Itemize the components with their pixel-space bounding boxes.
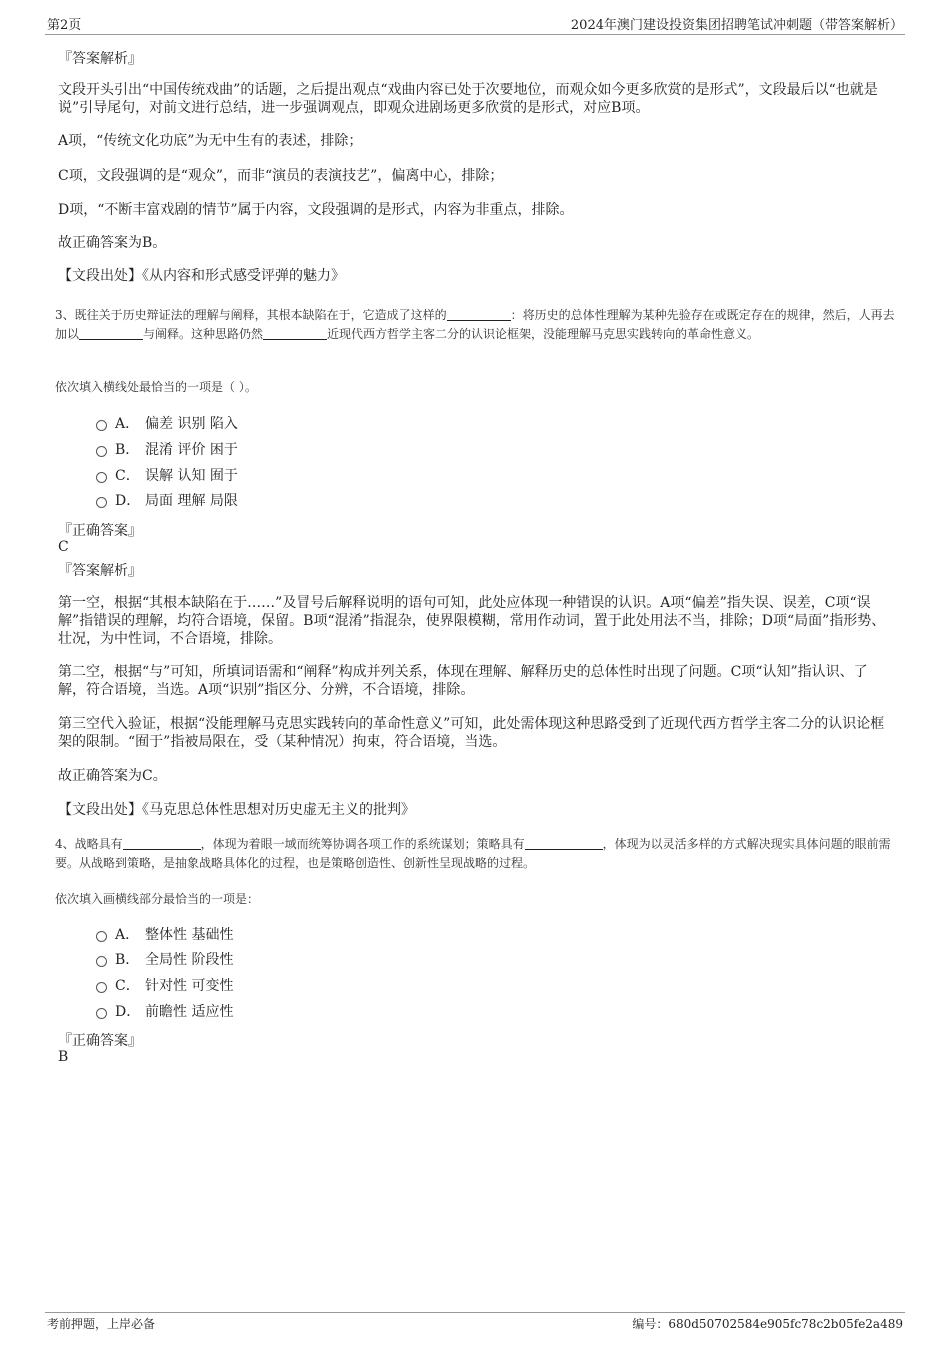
option-c[interactable]: C． 误解 认知 囿于	[96, 466, 238, 486]
page-number: 第2页	[47, 18, 82, 33]
analysis-label: 『答案解析』	[58, 563, 142, 579]
option-a[interactable]: A． 偏差 识别 陷入	[96, 414, 238, 434]
source-citation: 【文段出处】《从内容和形式感受评弹的魅力》	[58, 268, 345, 284]
analysis-paragraph: D项，“不断丰富戏剧的情节”属于内容，文段强调的是形式，内容为非重点，排除。	[58, 202, 574, 218]
option-b[interactable]: B． 混淆 评价 困于	[96, 440, 238, 460]
footer-slogan: 考前押题，上岸必备	[47, 1317, 156, 1331]
radio-icon[interactable]	[96, 956, 107, 967]
radio-icon[interactable]	[96, 420, 107, 431]
correct-answer-label: 『正确答案』	[58, 523, 142, 539]
answer-conclusion: 故正确答案为C。	[58, 768, 167, 784]
answer-blank	[447, 308, 511, 321]
question-prompt: 依次填入横线处最恰当的一项是（ ）。	[55, 380, 257, 394]
option-c[interactable]: C． 针对性 可变性	[96, 976, 233, 996]
question-stem: 3、既往关于历史辩证法的理解与阐释，其根本缺陷在于，它造成了这样的 ：将历史的总体性理解为某种先验存在或既定存在的规律，然后，人再去加以 与阐释。这种思路仍然 近现代西方哲学主客二分的认识论框架，没能理解马克思实践转向的革命性意义。	[55, 308, 895, 341]
option-d[interactable]: D． 局面 理解 局限	[96, 491, 238, 511]
option-a[interactable]: A． 整体性 基础性	[96, 925, 233, 945]
answer-blank	[123, 837, 201, 850]
analysis-paragraph: 第二空，根据“与”可知，所填词语需和“阐释”构成并列关系，体现在理解、解释历史的总体性时出现了问题。C项“认知”指认识、了解，符合语境，当选。A项“识别”指区分、分辨，不合语境，排除。	[58, 664, 868, 698]
analysis-paragraph: A项，“传统文化功底”为无中生有的表述，排除；	[58, 133, 363, 149]
answer-blank	[525, 837, 603, 850]
radio-icon[interactable]	[96, 931, 107, 942]
correct-answer: B	[58, 1049, 69, 1065]
correct-answer: C	[58, 539, 69, 555]
option-d[interactable]: D． 前瞻性 适应性	[96, 1002, 233, 1022]
question-prompt: 依次填入画横线部分最恰当的一项是：	[55, 892, 260, 906]
page-header	[45, 14, 905, 35]
question-stem: 4、战略具有 ，体现为着眼一域而统筹协调各项工作的系统谋划；策略具有 ，体现为以灵活多样的方式解决现实具体问题的眼前需要。从战略到策略，是抽象战略具体化的过程，也是策略创造性、创新性呈现战略的过程。	[55, 837, 891, 870]
page-footer	[45, 1312, 905, 1331]
document-id: 编号：680d50702584e905fc78c2b05fe2a489	[632, 1317, 903, 1331]
analysis-paragraph: 第三空代入验证，根据“没能理解马克思实践转向的革命性意义”可知，此处需体现这种思路受到了近现代西方哲学主客二分的认识论框架的限制。“囿于”指被局限在，受（某种情况）拘束，符合语境，当选。	[58, 716, 885, 750]
document-title: 2024年澳门建设投资集团招聘笔试冲刺题（带答案解析）	[570, 18, 903, 33]
answer-blank	[263, 327, 327, 340]
analysis-paragraph: 第一空，根据“其根本缺陷在于……”及冒号后解释说明的语句可知，此处应体现一种错误的认识。A项“偏差”指失误、误差，C项“误解”指错误的理解，均符合语境，保留。B项“混淆”指混杂，使界限模糊，常用作动词，置于此处用法不当，排除；D项“局面”指形势、壮况，为中性词，不合语境，排除。	[58, 595, 886, 647]
answer-blank	[79, 327, 143, 340]
analysis-label: 『答案解析』	[58, 51, 142, 67]
radio-icon[interactable]	[96, 1008, 107, 1019]
answer-conclusion: 故正确答案为B。	[58, 235, 167, 251]
option-b[interactable]: B． 全局性 阶段性	[96, 950, 233, 970]
analysis-paragraph: 文段开头引出“中国传统戏曲”的话题，之后提出观点“戏曲内容已处于次要地位，而观众如今更多欣赏的是形式”，文段最后以“也就是说”引导尾句，对前文进行总结，进一步强调观点，即观众进剧场更多欣赏的是形式，对应B项。	[58, 82, 878, 116]
radio-icon[interactable]	[96, 472, 107, 483]
radio-icon[interactable]	[96, 497, 107, 508]
analysis-paragraph: C项，文段强调的是“观众”，而非“演员的表演技艺”，偏离中心，排除；	[58, 168, 504, 184]
correct-answer-label: 『正确答案』	[58, 1033, 142, 1049]
radio-icon[interactable]	[96, 446, 107, 457]
source-citation: 【文段出处】《马克思总体性思想对历史虚无主义的批判》	[58, 802, 415, 818]
radio-icon[interactable]	[96, 982, 107, 993]
